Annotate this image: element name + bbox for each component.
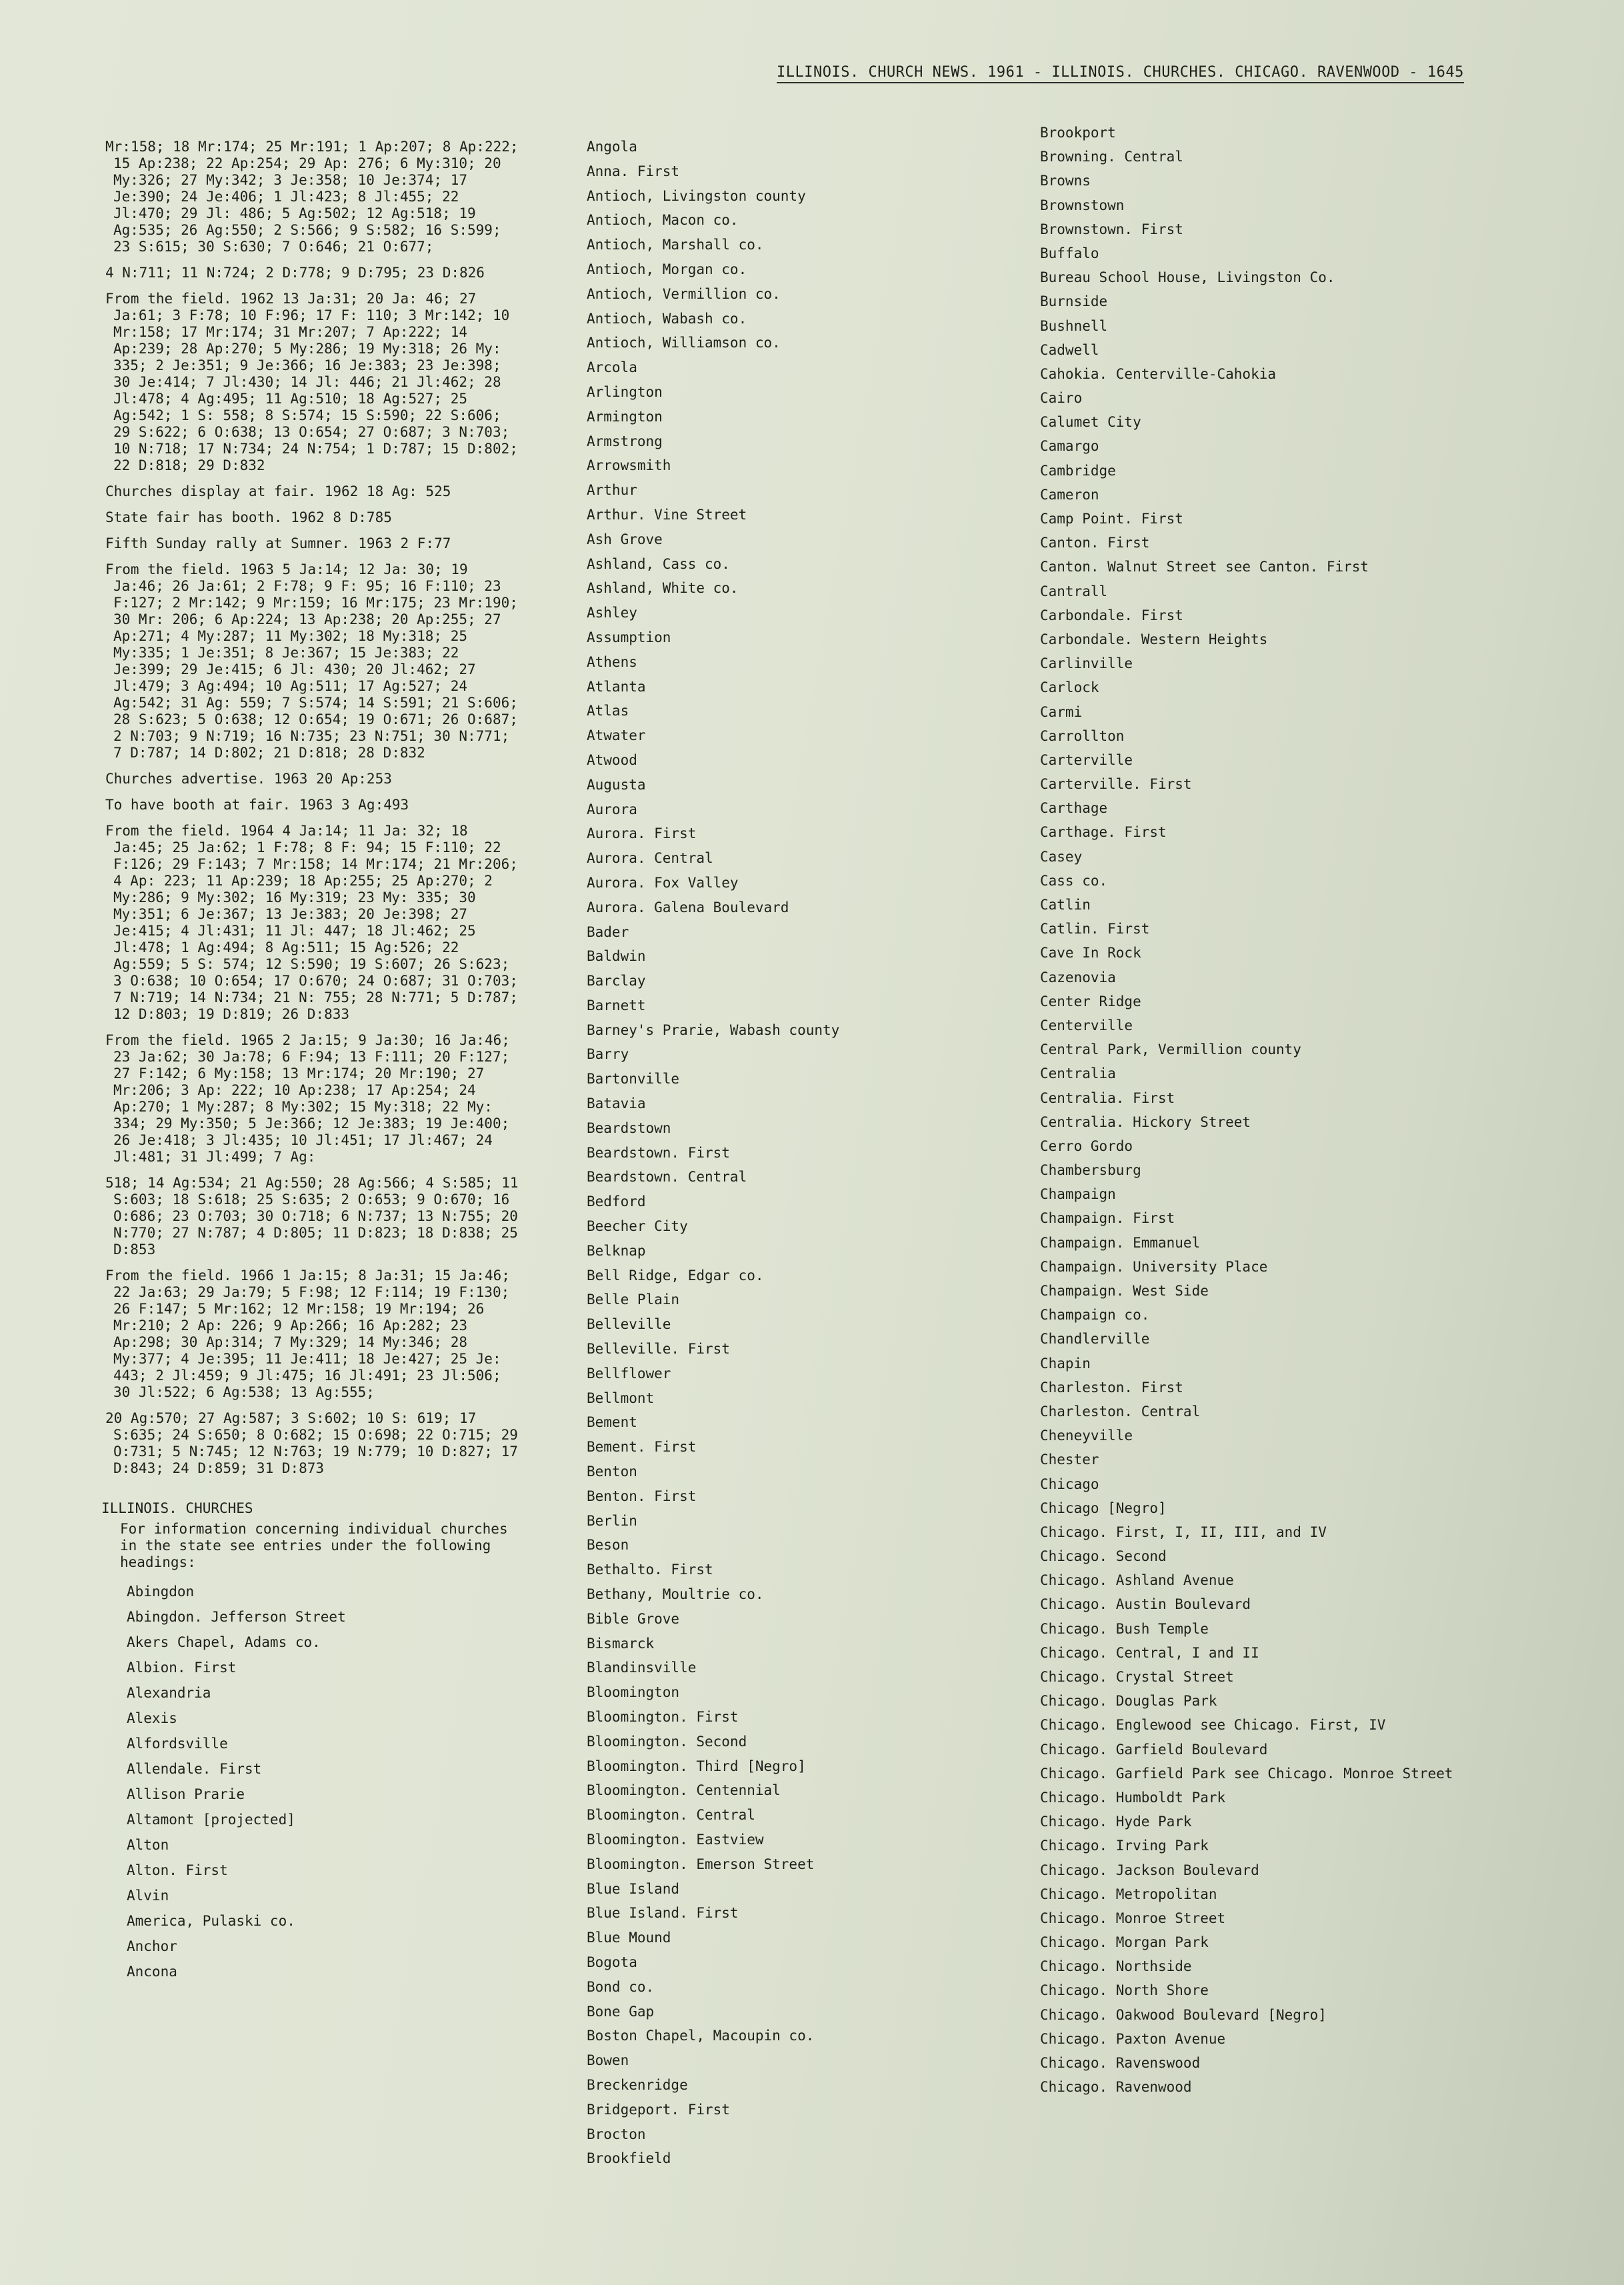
index-entry: Carmi [1040,703,1083,720]
index-entry: Barry [587,1046,629,1063]
index-entry: Anchor [127,1938,177,1954]
index-entry: Chicago. Paxton Avenue [1040,2030,1226,2047]
index-entry: Chicago. First, I, II, III, and IV [1040,1524,1327,1540]
index-entry: Brocton [587,2126,646,2142]
index-entry: Brownstown. First [1040,221,1183,237]
index-entry: Champaign [1040,1186,1116,1203]
index-entry: Blue Island. First [587,1905,739,1922]
index-entry: Carbondale. Western Heights [1040,631,1268,647]
index-entry: Arthur. Vine Street [587,506,747,523]
index-entry: Beardstown [587,1119,671,1136]
index-entry: Alfordsville [127,1736,228,1752]
index-entry: Atlanta [587,678,646,695]
index-entry: Chicago. Austin Boulevard [1040,1596,1251,1613]
index-entry: Cambridge [1040,462,1116,479]
index-entry: Chicago. North Shore [1040,1982,1209,1999]
index-entry: Chicago. Jackson Boulevard [1040,1862,1259,1878]
index-entry: Burnside [1040,293,1108,310]
index-entry: Champaign. West Side [1040,1283,1209,1299]
index-entry: Bridgeport. First [587,2101,730,2118]
index-entry: Cazenovia [1040,969,1116,985]
running-head: ILLINOIS. CHURCH NEWS. 1961 - ILLINOIS. CHURCHES. CHICAGO. RAVENWOOD - 1645 [777,64,1464,83]
index-entry: Alexis [127,1710,177,1726]
index-entry: Arcola [587,359,637,376]
index-entry: Browns [1040,173,1091,189]
index-entry: Belleville [587,1316,671,1333]
index-entry: Arrowsmith [587,457,671,474]
citation-paragraph: Fifth Sunday rally at Sumner. 1963 2 F:77 [105,535,451,551]
index-entry: Anna. First [587,163,680,179]
index-entry: Beson [587,1537,629,1554]
index-entry: Bethany, Moultrie co. [587,1586,764,1603]
index-entry: Antioch, Vermillion co. [587,285,781,302]
index-entry: Bismarck [587,1635,655,1652]
index-entry: Bloomington. First [587,1709,739,1725]
index-entry: Athens [587,653,637,670]
index-entry: Antioch, Wabash co. [587,310,747,327]
index-entry: Champaign. First [1040,1210,1175,1227]
citation-paragraph: State fair has booth. 1962 8 D:785 [105,509,392,525]
index-entry: Alton. First [127,1862,228,1878]
index-entry: Beardstown. First [587,1144,730,1161]
index-entry: Bushnell [1040,317,1108,334]
index-entry: Abingdon [127,1584,195,1600]
index-entry: Chambersburg [1040,1162,1141,1179]
index-entry: Antioch, Williamson co. [587,335,781,351]
index-entry: Cahokia. Centerville-Cahokia [1040,365,1277,382]
index-entry: Bloomington [587,1684,680,1701]
index-entry: Bellflower [587,1365,671,1382]
index-entry: Angola [587,139,637,155]
index-entry: Center Ridge [1040,993,1141,1009]
index-entry: Alton [127,1837,169,1853]
index-entry: Belleville. First [587,1341,730,1358]
index-entry: Bement. First [587,1439,697,1456]
index-entry: Bethalto. First [587,1562,713,1578]
index-entry: Aurora. Galena Boulevard [587,899,789,915]
index-entry: Buffalo [1040,245,1099,261]
index-entry: Chicago. Humboldt Park [1040,1789,1226,1806]
index-entry: Carthage. First [1040,824,1167,841]
index-entry: Carterville [1040,751,1133,768]
index-entry: Abingdon. Jefferson Street [127,1609,346,1625]
citation-paragraph: To have booth at fair. 1963 3 Ag:493 [105,797,409,813]
citation-paragraph: From the field. 1965 2 Ja:15; 9 Ja:30; 16 Ja:46; 23 Ja:62; 30 Ja:78; 6 F:94; 13 F:111; 20 F:127; 27 F:142; 6 My:158; 13 Mr:174; 20 Mr:190; 27 Mr:206; 3 Ap: 222; 10 Ap:238; 17 Ap:254; 24 Ap:270; 1 My:287; 8 My:302; 15 My:318; 22 My: 334; 29 My:350; 5 Je:366; 12 Je:383; 19 Je:400; 26 Je:418; 3 Jl:435; 10 Jl:451; 17 Jl:467; 24 Jl:481; 31 Jl:499; 7 Ag: [105,1032,510,1165]
index-entry: Charleston. Central [1040,1403,1201,1420]
index-entry: Centralia. Hickory Street [1040,1113,1251,1130]
index-entry: Catlin [1040,897,1091,913]
index-entry: Chicago. Ravenswood [1040,2055,1201,2071]
index-entry: Chicago. Second [1040,1548,1167,1565]
index-entry: Bell Ridge, Edgar co. [587,1267,764,1284]
citation-paragraph: Churches advertise. 1963 20 Ap:253 [105,771,392,787]
index-entry: Browning. Central [1040,149,1183,165]
index-entry: Aurora. Fox Valley [587,874,739,891]
index-entry: Ashland, Cass co. [587,555,730,572]
index-entry: Calumet City [1040,414,1141,431]
citation-paragraph: 518; 14 Ag:534; 21 Ag:550; 28 Ag:566; 4 S:585; 11 S:603; 18 S:618; 25 S:635; 2 O:653; 9 O:670; 16 O:686; 23 O:703; 30 O:718; 6 N:737; 13 N:755; 20 N:770; 27 N:787; 4 D:805; 11 D:823; 18 D:838; 25 D:853 [105,1175,519,1258]
index-entry: Chicago [Negro] [1040,1500,1167,1516]
index-entry: Bloomington. Third [Negro] [587,1758,806,1774]
index-entry: Chicago. Morgan Park [1040,1934,1209,1951]
index-entry: Charleston. First [1040,1379,1183,1396]
column-2 [587,135,1013,2171]
index-entry: Bedford [587,1194,646,1210]
index-entry: Berlin [587,1512,637,1529]
index-entry: Chicago. Douglas Park [1040,1693,1217,1710]
index-entry: Baldwin [587,948,646,965]
index-entry: Alexandria [127,1685,211,1701]
index-entry: Allison Prarie [127,1786,245,1802]
index-entry: Beecher City [587,1218,688,1235]
index-entry: Chicago. Ashland Avenue [1040,1572,1234,1589]
index-entry: Cass co. [1040,872,1108,889]
column-1 [101,139,519,1986]
index-entry: Boston Chapel, Macoupin co. [587,2028,815,2044]
index-entry: Carbondale. First [1040,607,1183,623]
index-entry: Antioch, Marshall co. [587,237,764,253]
index-entry: Bement [587,1414,637,1431]
index-entry: Chandlerville [1040,1331,1150,1348]
index-entry: Bone Gap [587,2003,655,2020]
section-intro: For information concerning individual churches in the state see entries under the following headings: [120,1521,508,1570]
index-entry: Chicago. Irving Park [1040,1838,1209,1854]
index-entry: Bogota [587,1954,637,1970]
index-entry: Catlin. First [1040,921,1150,937]
index-entry: Augusta [587,776,646,793]
index-entry: Canton. First [1040,535,1150,551]
index-entry: Bond co. [587,1978,655,1995]
index-entry: Ashland, White co. [587,580,739,597]
index-entry: Chicago. Garfield Boulevard [1040,1741,1268,1758]
index-entry: Central Park, Vermillion county [1040,1041,1301,1058]
index-entry: Champaign co. [1040,1307,1150,1324]
index-entry: Champaign. Emmanuel [1040,1234,1201,1251]
index-entry: Breckenridge [587,2076,688,2093]
index-entry: Carthage [1040,800,1108,817]
index-entry: Belle Plain [587,1292,680,1308]
index-entry: Bloomington. Centennial [587,1782,781,1799]
index-entry: Benton. First [587,1488,697,1504]
index-entry: Beardstown. Central [587,1169,747,1186]
index-entry: Ashley [587,605,637,621]
index-entry: Chicago. Oakwood Boulevard [Negro] [1040,2006,1327,2023]
index-entry: Ash Grove [587,531,663,547]
index-entry: Akers Chapel, Adams co. [127,1634,321,1650]
index-entry: Barney's Prarie, Wabash county [587,1021,840,1038]
index-entry: Blue Island [587,1880,680,1897]
index-entry: Chicago. Central, I and II [1040,1644,1259,1661]
index-entry: Chicago [1040,1476,1099,1492]
citation-paragraph: 20 Ag:570; 27 Ag:587; 3 S:602; 10 S: 619; 17 S:635; 24 S:650; 8 O:682; 15 O:698; 22 O:715; 29 O:731; 5 N:745; 12 N:763; 19 N:779; 10 D:827; 17 D:843; 24 D:859; 31 D:873 [105,1410,518,1476]
index-entry: Blandinsville [587,1660,697,1676]
index-entry: Chicago. Ravenwood [1040,2079,1192,2096]
index-entry: Albion. First [127,1660,237,1676]
index-entry: Bader [587,923,629,940]
index-entry: Belknap [587,1242,646,1259]
index-entry: Bellmont [587,1390,655,1406]
index-entry: Arlington [587,383,663,400]
section-heading: ILLINOIS. CHURCHES [101,1500,253,1516]
index-entry: Chicago. Monroe Street [1040,1910,1226,1926]
index-entry: Chicago. Bush Temple [1040,1620,1209,1637]
index-entry: Cave In Rock [1040,945,1141,961]
index-entry: Atwood [587,751,637,768]
index-entry: Batavia [587,1095,646,1112]
index-entry: Brookfield [587,2150,671,2167]
index-entry: Camp Point. First [1040,511,1183,527]
index-entry: Centralia [1040,1065,1116,1082]
index-entry: Altamont [projected] [127,1812,295,1828]
index-entry: Champaign. University Place [1040,1258,1268,1275]
index-entry: Antioch, Macon co. [587,212,739,229]
index-entry: Chicago. Crystal Street [1040,1669,1234,1685]
index-entry: Aurora. First [587,825,697,842]
index-entry: Centralia. First [1040,1089,1175,1106]
index-entry: Bowen [587,2052,629,2069]
index-entry: Assumption [587,629,671,645]
index-entry: Aurora. Central [587,850,713,867]
index-entry: Blue Mound [587,1930,671,1946]
index-entry: Carterville. First [1040,776,1192,793]
citation-paragraph: Churches display at fair. 1962 18 Ag: 525 [105,483,451,499]
index-entry: Cheneyville [1040,1428,1133,1444]
index-entry: Antioch, Morgan co. [587,261,747,277]
citation-paragraph: From the field. 1963 5 Ja:14; 12 Ja: 30; 19 Ja:46; 26 Ja:61; 2 F:78; 9 F: 95; 16 F:110; 23 F:127; 2 Mr:142; 9 Mr:159; 16 Mr:175; 23 Mr:190; 30 Mr: 206; 6 Ap:224; 13 Ap:238; 20 Ap:255; 27 Ap:271; 4 My:287; 11 My:302; 18 My:318; 25 My:335; 1 Je:351; 8 Je:367; 15 Je:383; 22 Je:399; 29 Je:415; 6 Jl: 430; 20 Jl:462; 27 Jl:479; 3 Ag:494; 10 Ag:511; 17 Ag:527; 24 Ag:542; 31 Ag: 559; 7 S:574; 14 S:591; 21 S:606; 28 S:623; 5 O:638; 12 O:654; 19 O:671; 26 O:687; 2 N:703; 9 N:719; 16 N:735; 23 N:751; 30 N:771; 7 D:787; 14 D:802; 21 D:818; 28 D:832 [105,561,518,761]
index-entry: Arthur [587,482,637,499]
index-entry: Bible Grove [587,1610,680,1627]
index-entry: Atwater [587,727,646,744]
index-entry: Bartonville [587,1071,680,1087]
index-entry: Aurora [587,801,637,817]
index-entry: Allendale. First [127,1761,262,1777]
index-entry: Armstrong [587,433,663,449]
index-entry: Cairo [1040,390,1083,407]
index-entry: Cadwell [1040,341,1099,358]
index-entry: Bloomington. Emerson Street [587,1856,815,1872]
index-entry: Chicago. Northside [1040,1958,1192,1975]
index-entry: Carrollton [1040,727,1125,744]
citation-paragraph: From the field. 1962 13 Ja:31; 20 Ja: 46; 27 Ja:61; 3 F:78; 10 F:96; 17 F: 110; 3 Mr:142; 10 Mr:158; 17 Mr:174; 31 Mr:207; 7 Ap:222; 14 Ap:239; 28 Ap:270; 5 My:286; 19 My:318; 26 My: 335; 2 Je:351; 9 Je:366; 16 Je:383; 23 Je:398; 30 Je:414; 7 Jl:430; 14 Jl: 446; 21 Jl:462; 28 Jl:478; 4 Ag:495; 11 Ag:510; 18 Ag:527; 25 Ag:542; 1 S: 558; 8 S:574; 15 S:590; 22 S:606; 29 S:622; 6 O:638; 13 O:654; 27 O:687; 3 N:703; 10 N:718; 17 N:734; 24 N:754; 1 D:787; 15 D:802; 22 D:818; 29 D:832 [105,291,518,473]
index-entry: Cerro Gordo [1040,1137,1133,1154]
index-entry: Antioch, Livingston county [587,187,806,204]
index-entry: Bloomington. Eastview [587,1831,764,1848]
citation-paragraph: 4 N:711; 11 N:724; 2 D:778; 9 D:795; 23 D:826 [105,265,485,281]
index-entry: Barnett [587,997,646,1013]
index-entry: Benton [587,1464,637,1480]
index-entry: Chicago. Hyde Park [1040,1814,1192,1830]
index-entry: Carlinville [1040,655,1133,672]
index-entry: Atlas [587,703,629,719]
index-entry: Barclay [587,973,646,989]
index-entry: Chicago. Garfield Park see Chicago. Monroe Street [1040,1765,1453,1782]
index-entry: Carlock [1040,679,1099,696]
index-entry: Armington [587,408,663,425]
index-entry: Chicago. Englewood see Chicago. First, IV [1040,1717,1386,1734]
index-entry: Bloomington. Second [587,1733,747,1750]
index-entry: America, Pulaski co. [127,1913,295,1929]
index-entry: Camargo [1040,438,1099,455]
index-entry: Canton. Walnut Street see Canton. First [1040,559,1369,575]
index-entry: Brownstown [1040,197,1125,213]
citation-paragraph: From the field. 1966 1 Ja:15; 8 Ja:31; 15 Ja:46; 22 Ja:63; 29 Ja:79; 5 F:98; 12 F:114; 19 F:130; 26 F:147; 5 Mr:162; 12 Mr:158; 19 Mr:194; 26 Mr:210; 2 Ap: 226; 9 Ap:266; 16 Ap:282; 23 Ap:298; 30 Ap:314; 7 My:329; 14 My:346; 28 My:377; 4 Je:395; 11 Je:411; 18 Je:427; 25 Je: 443; 2 Jl:459; 9 Jl:475; 16 Jl:491; 23 Jl:506; 30 Jl:522; 6 Ag:538; 13 Ag:555; [105,1268,510,1400]
index-entry: Ancona [127,1964,177,1980]
index-entry: Brookport [1040,125,1116,141]
index-entry: Chester [1040,1452,1099,1468]
index-entry: Bloomington. Central [587,1807,755,1824]
index-entry: Chicago. Metropolitan [1040,1886,1217,1902]
citation-paragraph: Mr:158; 18 Mr:174; 25 Mr:191; 1 Ap:207; 8 Ap:222; 15 Ap:238; 22 Ap:254; 29 Ap: 276; 6 My:310; 20 My:326; 27 My:342; 3 Je:358; 10 Je:374; 17 Je:390; 24 Je:406; 1 Jl:423; 8 Jl:455; 22 Jl:470; 29 Jl: 486; 5 Ag:502; 12 Ag:518; 19 Ag:535; 26 Ag:550; 2 S:566; 9 S:582; 16 S:599; 23 S:615; 30 S:630; 7 O:646; 21 O:677; [105,139,519,255]
index-entry: Bureau School House, Livingston Co. [1040,269,1335,286]
index-entry: Casey [1040,848,1083,865]
index-entry: Chapin [1040,1355,1091,1372]
index-entry: Alvin [127,1888,169,1904]
index-entry: Cantrall [1040,583,1108,599]
citation-paragraph: From the field. 1964 4 Ja:14; 11 Ja: 32; 18 Ja:45; 25 Ja:62; 1 F:78; 8 F: 94; 15 F:110; 22 F:126; 29 F:143; 7 Mr:158; 14 Mr:174; 21 Mr:206; 4 Ap: 223; 11 Ap:239; 18 Ap:255; 25 Ap:270; 2 My:286; 9 My:302; 16 My:319; 23 My: 335; 30 My:351; 6 Je:367; 13 Je:383; 20 Je:398; 27 Je:415; 4 Jl:431; 11 Jl: 447; 18 Jl:462; 25 Jl:478; 1 Ag:494; 8 Ag:511; 15 Ag:526; 22 Ag:559; 5 S: 574; 12 S:590; 19 S:607; 26 S:623; 3 O:638; 10 O:654; 17 O:670; 24 O:687; 31 O:703; 7 N:719; 14 N:734; 21 N: 755; 28 N:771; 5 D:787; 12 D:803; 19 D:819; 26 D:833 [105,823,518,1022]
index-entry: Centerville [1040,1017,1133,1033]
index-entry: Cameron [1040,486,1099,503]
column-3 [1040,121,1493,2100]
